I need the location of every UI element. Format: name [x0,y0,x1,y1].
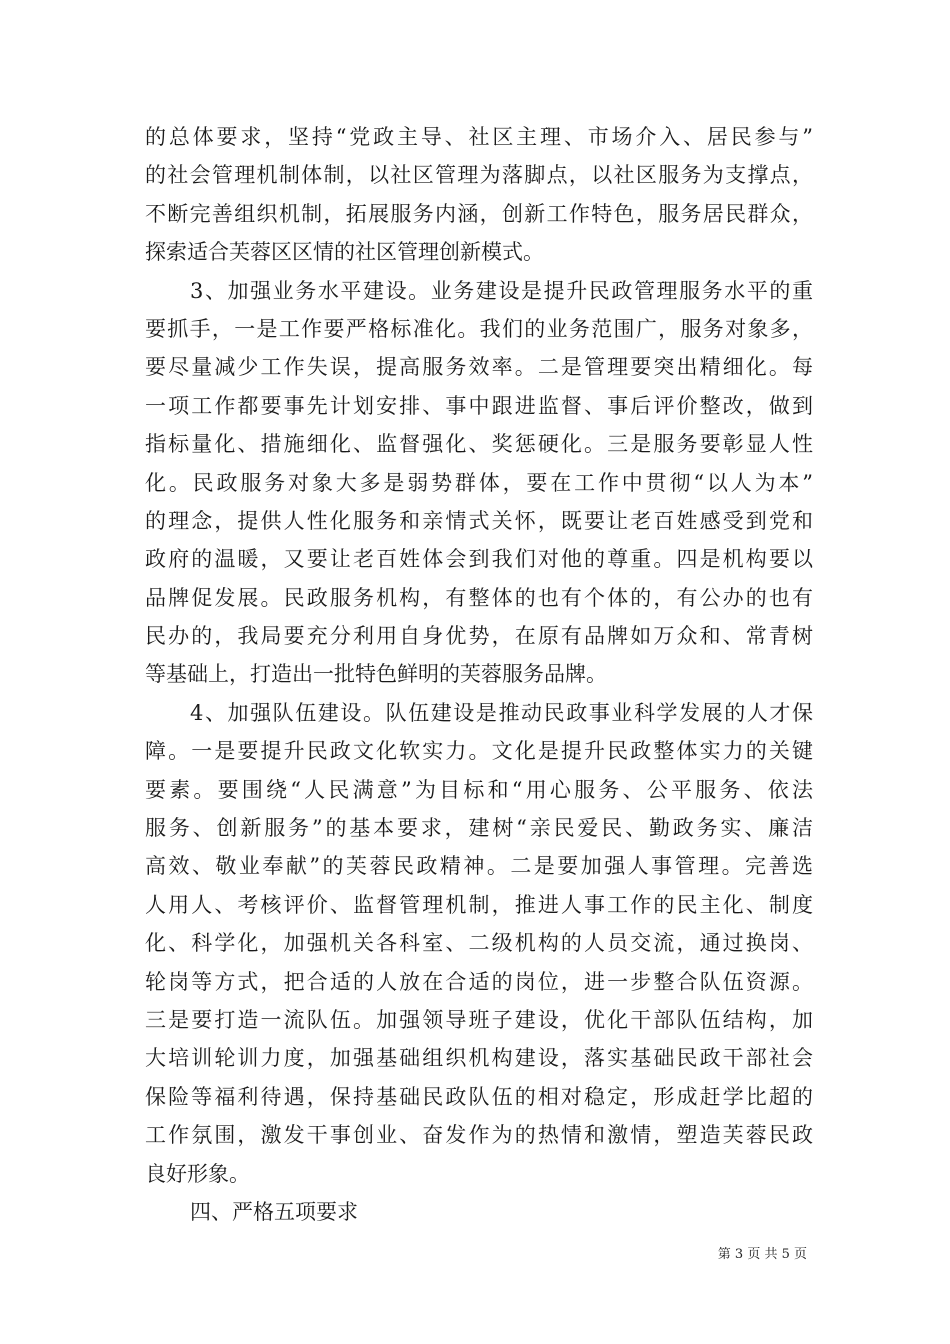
text-line: 要抓手，一是工作要严格标准化。我们的业务范围广，服务对象多， [145,316,813,341]
text-line: 三是要打造一流队伍。加强领导班子建设，优化干部队伍结构，加 [145,1007,813,1032]
text-line: 政府的温暖，又要让老百姓体会到我们对他的尊重。四是机构要以 [145,547,813,572]
text-line: 四、严格五项要求 [190,1199,358,1224]
text-line: 化。民政服务对象大多是弱势群体，要在工作中贯彻“以人为本” [145,470,813,495]
text-line: 的社会管理机制体制，以社区管理为落脚点，以社区服务为支撑点， [145,163,813,188]
text-line: 探索适合芙蓉区区情的社区管理创新模式。 [145,240,544,265]
text-line: 指标量化、措施细化、监督强化、奖惩硬化。三是服务要彰显人性 [145,432,813,457]
text-line: 化、科学化，加强机关各科室、二级机构的人员交流，通过换岗、 [145,931,813,956]
text-line: 保险等福利待遇，保持基础民政队伍的相对稳定，形成赶学比超的 [145,1084,813,1109]
text-line: 一项工作都要事先计划安排、事中跟进监督、事后评价整改，做到 [145,393,813,418]
text-line: 障。一是要提升民政文化软实力。文化是提升民政整体实力的关键 [145,739,813,764]
text-line: 工作氛围，激发干事创业、奋发作为的热情和激情，塑造芙蓉民政 [145,1123,813,1148]
text-line: 轮岗等方式，把合适的人放在合适的岗位，进一步整合队伍资源。 [145,969,813,994]
text-line: 的理念，提供人性化服务和亲情式关怀，既要让老百姓感受到党和 [145,508,813,533]
text-line: 人用人、考核评价、监督管理机制，推进人事工作的民主化、制度 [145,892,813,917]
page-number-footer: 第 3 页 共 5 页 [717,1247,807,1262]
text-line: 要素。要围绕“人民满意”为目标和“用心服务、公平服务、依法 [145,777,813,802]
text-line: 品牌促发展。民政服务机构，有整体的也有个体的，有公办的也有 [145,585,813,610]
text-line: 3、加强业务水平建设。业务建设是提升民政管理服务水平的重 [190,278,813,303]
text-line: 等基础上，打造出一批特色鲜明的芙蓉服务品牌。 [145,662,607,687]
text-line: 高效、敬业奉献”的芙蓉民政精神。二是要加强人事管理。完善选 [145,854,813,879]
text-line: 服务、创新服务”的基本要求，建树“亲民爱民、勤政务实、廉洁 [145,816,813,841]
text-line: 的总体要求，坚持“党政主导、社区主理、市场介入、居民参与” [145,125,813,149]
text-line: 民办的，我局要充分利用自身优势，在原有品牌如万众和、常青树 [145,624,813,649]
text-line: 不断完善组织机制，拓展服务内涵，创新工作特色，服务居民群众， [145,201,813,226]
text-line: 4、加强队伍建设。队伍建设是推动民政事业科学发展的人才保 [190,700,813,725]
text-line: 良好形象。 [145,1161,250,1186]
body-text [145,118,813,1231]
text-line: 大培训轮训力度，加强基础组织机构建设，落实基础民政干部社会 [145,1046,813,1071]
text-line: 要尽量减少工作失误，提高服务效率。二是管理要突出精细化。每 [145,355,813,380]
